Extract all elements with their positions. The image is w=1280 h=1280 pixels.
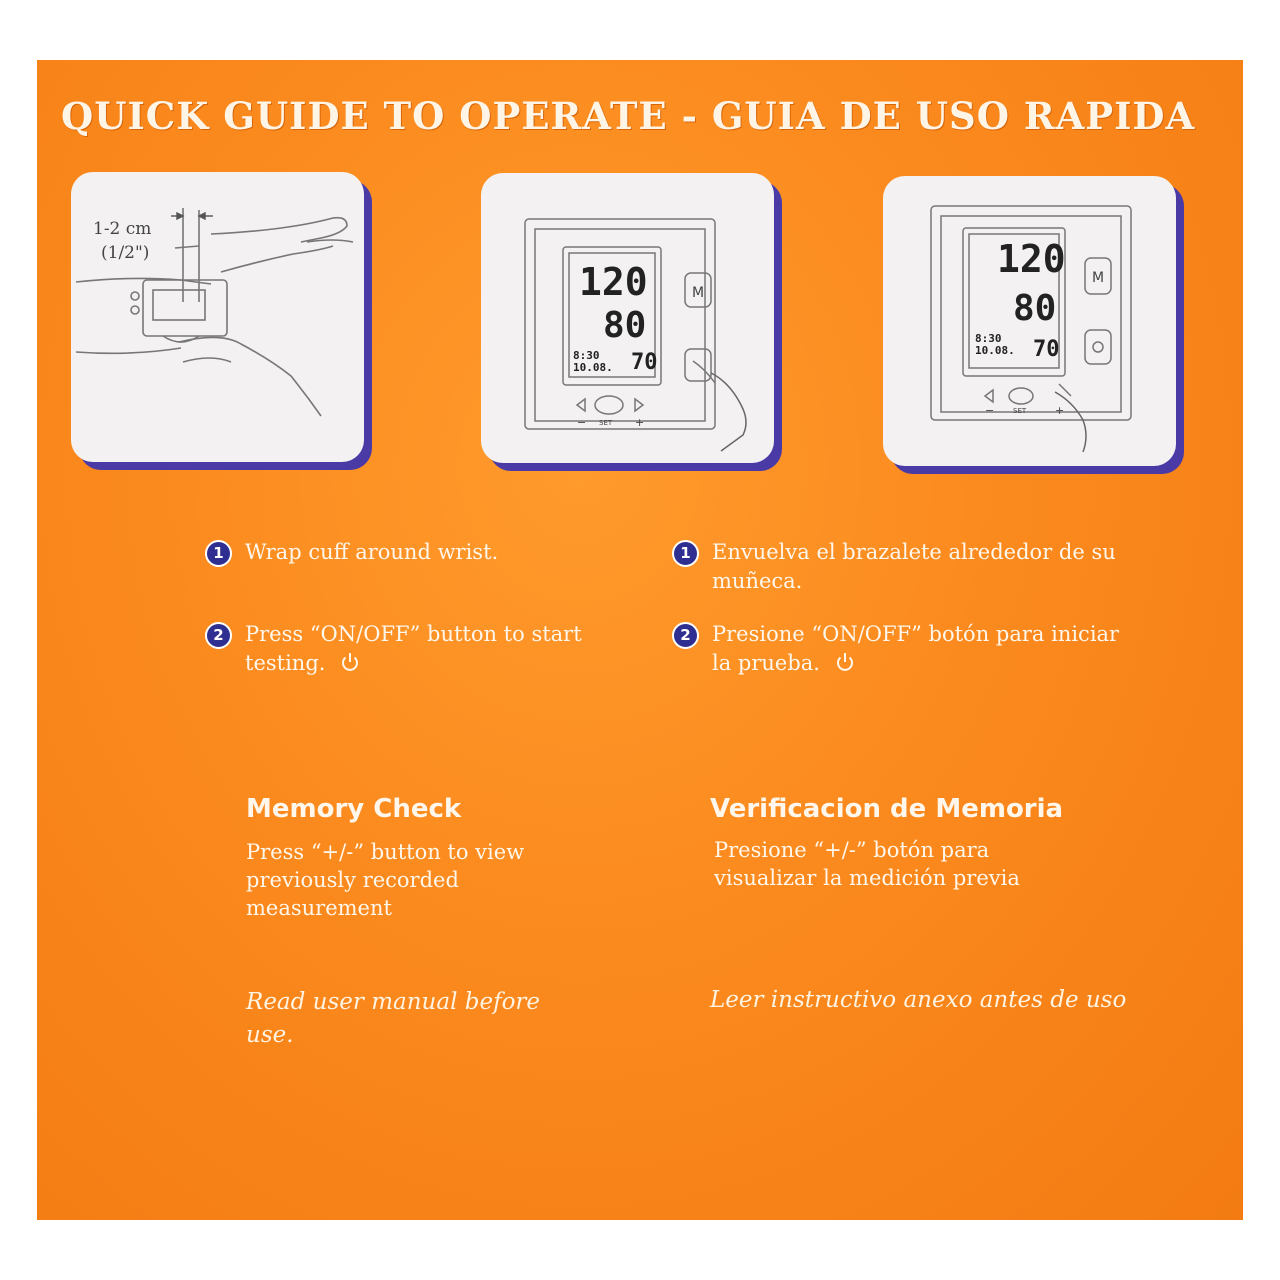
note-en: Read user manual before use. bbox=[246, 989, 541, 1048]
wrist-cuff-illustration bbox=[71, 172, 364, 462]
step-en-2-text: Press “ON/OFF” button to start testing. bbox=[245, 622, 582, 675]
time-reading: 8:30 bbox=[573, 349, 600, 362]
plus-label: + bbox=[635, 416, 645, 429]
memory-heading-es: Verificacion de Memoria bbox=[710, 794, 1064, 824]
power-icon bbox=[834, 651, 856, 681]
date-reading-2: 10.08. bbox=[975, 344, 1015, 357]
systolic-reading: 120 bbox=[579, 260, 648, 304]
monitor-memory-illustration bbox=[883, 176, 1176, 466]
date-reading: 10.08. bbox=[573, 361, 613, 374]
illustration-press-power bbox=[481, 173, 774, 463]
time-reading-2: 8:30 bbox=[975, 332, 1002, 345]
guide-panel bbox=[37, 60, 1243, 1220]
measure-label: 1-2 cm bbox=[93, 219, 152, 239]
numbered-circle-icon: 1 bbox=[672, 540, 699, 567]
memory-text-en: Press “+/-” button to view previously recorded measurement bbox=[246, 840, 525, 920]
diastolic-reading-2: 80 bbox=[1013, 288, 1057, 329]
memory-button-label-2: M bbox=[1092, 270, 1105, 286]
step-es-1-text: Envuelva el brazalete alrededor de su muñeca. bbox=[712, 540, 1116, 593]
set-button-label-2: SET bbox=[1013, 407, 1027, 415]
monitor-illustration bbox=[481, 173, 774, 463]
pulse-reading: 70 bbox=[631, 350, 658, 375]
step-en-1-text: Wrap cuff around wrist. bbox=[245, 540, 499, 564]
memory-heading-en: Memory Check bbox=[246, 794, 462, 824]
illustration-wrap-wrist bbox=[71, 172, 364, 462]
set-button-label: SET bbox=[599, 419, 613, 427]
minus-label: − bbox=[577, 416, 587, 429]
illustration-memory-check bbox=[883, 176, 1176, 466]
step-es-2-text: Presione “ON/OFF” botón para iniciar la prueba. bbox=[712, 622, 1120, 675]
note-es: Leer instructivo anexo antes de uso bbox=[710, 987, 1127, 1013]
pulse-reading-2: 70 bbox=[1033, 337, 1060, 362]
numbered-circle-icon: 2 bbox=[672, 622, 699, 649]
measure-sub-label: (1/2") bbox=[101, 243, 150, 263]
numbered-circle-icon: 2 bbox=[205, 622, 232, 649]
page-title: QUICK GUIDE TO OPERATE - GUIA DE USO RAPIDA bbox=[61, 94, 1196, 138]
memory-text-es: Presione “+/-” botón para visualizar la medición previa bbox=[714, 838, 1020, 890]
diastolic-reading: 80 bbox=[603, 305, 647, 346]
numbered-circle-icon: 1 bbox=[205, 540, 232, 567]
minus-label-2: − bbox=[985, 404, 995, 417]
power-icon bbox=[339, 651, 361, 681]
plus-label-2: + bbox=[1055, 404, 1065, 417]
memory-button-label: M bbox=[692, 285, 705, 301]
systolic-reading-2: 120 bbox=[997, 237, 1066, 281]
